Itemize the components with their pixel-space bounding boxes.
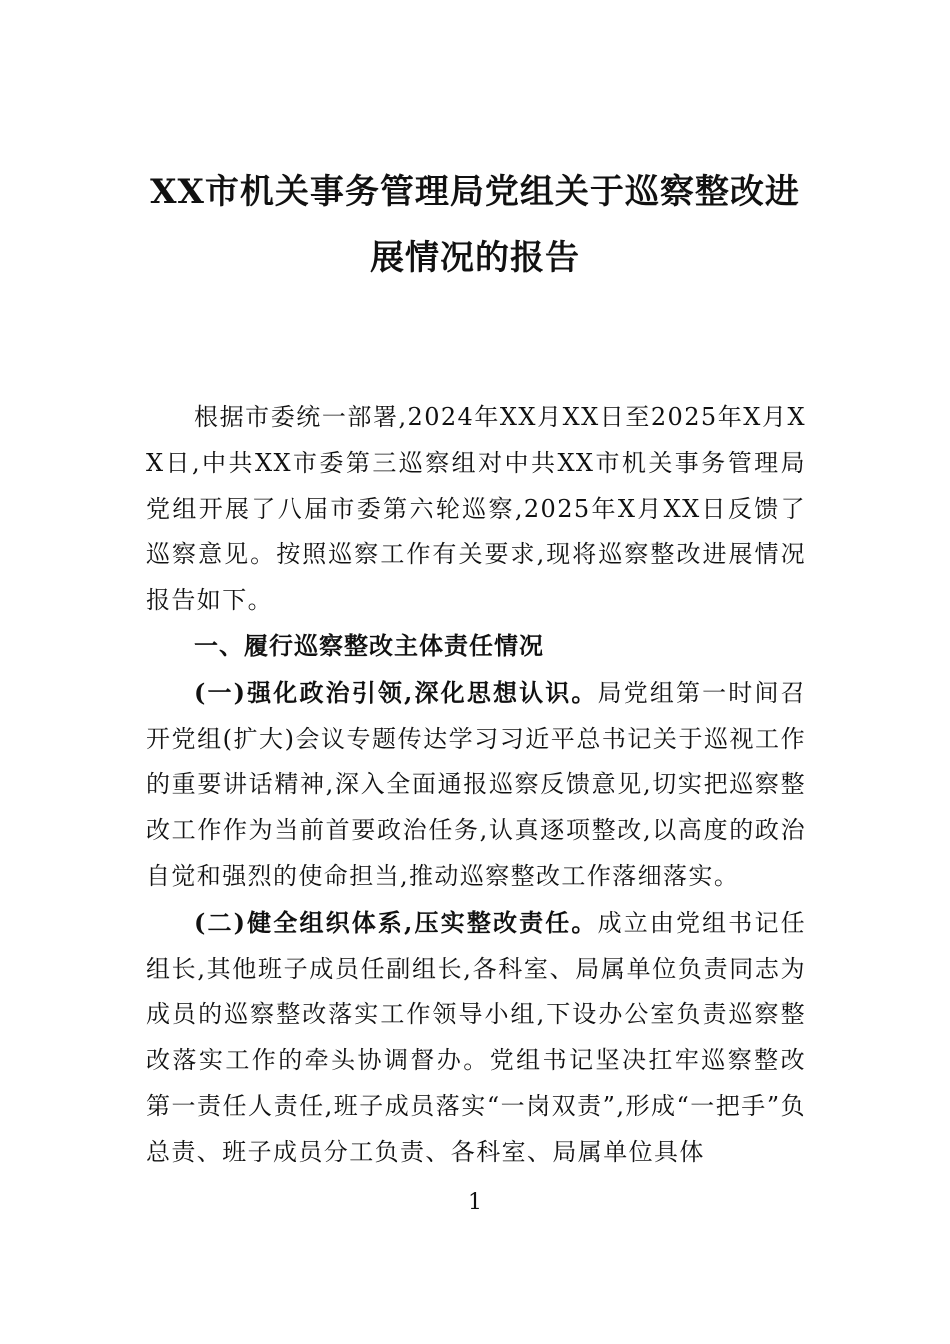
document-title-line-2: 展情况的报告: [370, 238, 580, 278]
item-paragraph-2: [146, 900, 806, 1176]
document-title-line-1: XX市机关事务管理局党组关于巡察整改进: [150, 172, 800, 212]
item-lead-1: (一)强化政治引领,深化思想认识。: [194, 677, 598, 707]
section-heading-1: 一、履行巡察整改主体责任情况: [194, 631, 544, 660]
page-number: 1: [468, 1190, 482, 1215]
item-lead-2: (二)健全组织体系,压实整改责任。: [194, 907, 598, 937]
item-paragraph-1: [146, 670, 806, 900]
intro-paragraph: 根据市委统一部署,2024年XX月XX日至2025年X月XX日,中共XX市委第三巡察组对中共XX市机关事务管理局党组开展了八届市委第六轮巡察,2025年X月XX日反馈了巡察意见。按照巡察工作有关要求,现将巡察整改进展情况报告如下。: [146, 403, 806, 615]
document-body: [146, 395, 806, 1176]
item-text-1: 局党组第一时间召开党组(扩大)会议专题传达学习习近平总书记关于巡视工作的重要讲话精神,深入全面通报巡察反馈意见,切实把巡察整改工作作为当前首要政治任务,认真逐项整改,以高度的政治自觉和强烈的使命担当,推动巡察整改工作落细落实。: [146, 678, 806, 890]
item-text-2: 成立由党组书记任组长,其他班子成员任副组长,各科室、局属单位负责同志为成员的巡察整改落实工作领导小组,下设办公室负责巡察整改落实工作的牵头协调督办。党组书记坚决扛牢巡察整改第一责任人责任,班子成员落实“一岗双责”,形成“一把手”负总责、班子成员分工负责、各科室、局属单位具体: [146, 908, 806, 1166]
